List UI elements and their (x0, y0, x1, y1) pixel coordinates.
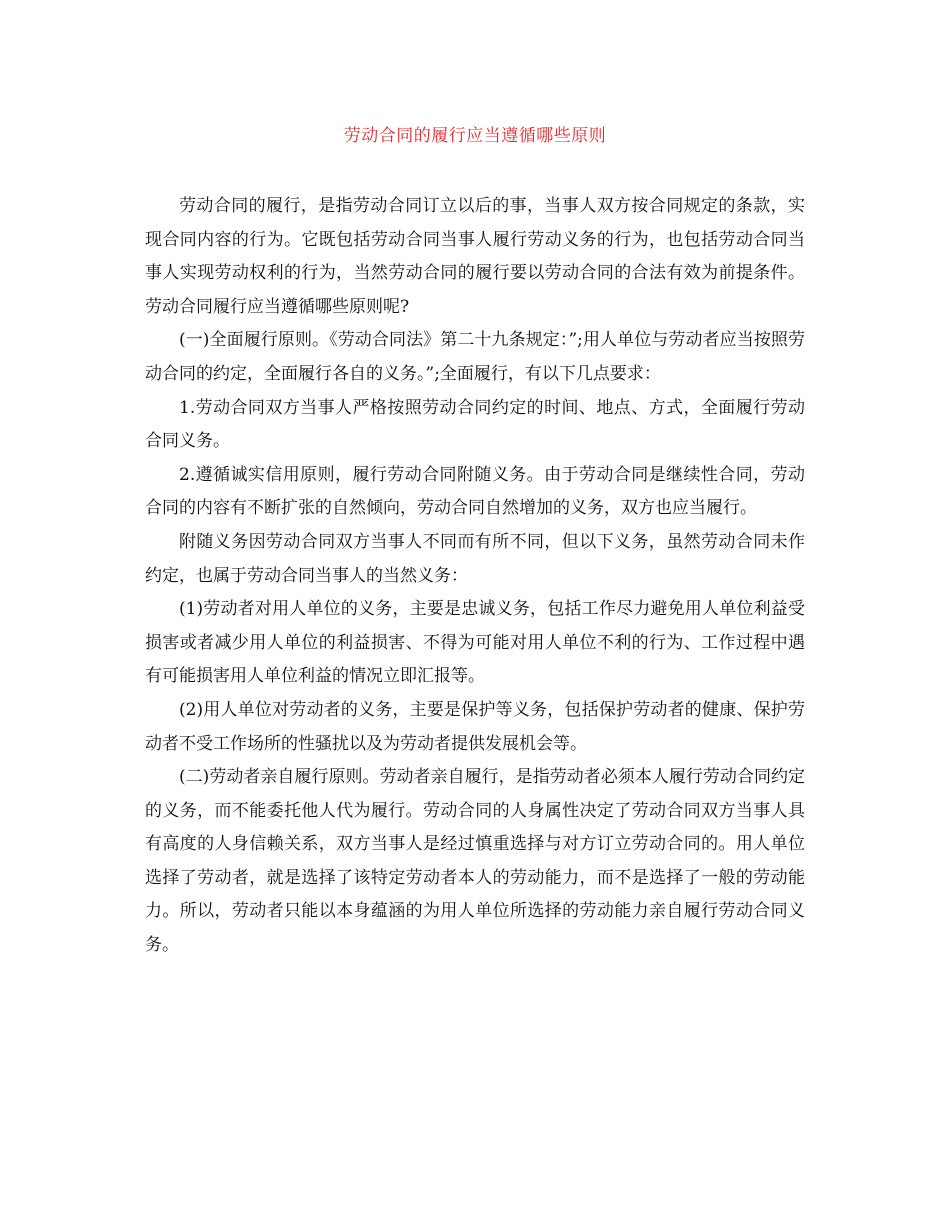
paragraph-principle-1: (一)全面履行原则。《劳动合同法》第二十九条规定：”;用人单位与劳动者应当按照劳动合同的约定，全面履行各自的义务。”;全面履行，有以下几点要求： (145, 330, 805, 384)
paragraph-worker-duties: (1)劳动者对用人单位的义务，主要是忠诚义务，包括工作尽力避免用人单位利益受损害或者减少用人单位的利益损害、不得为可能对用人单位不利的行为、工作过程中遇有可能损害用人单位利益的情况立即汇报等。 (145, 599, 805, 687)
paragraph-item-1: 1.劳动合同双方当事人严格按照劳动合同约定的时间、地点、方式，全面履行劳动合同义务。 (145, 397, 805, 452)
document-body (145, 190, 805, 963)
paragraph-ancillary-duties: 附随义务因劳动合同双方当事人不同而有所不同，但以下义务，虽然劳动合同未作约定，也属于劳动合同当事人的当然义务： (145, 531, 805, 586)
document-title: 劳动合同的履行应当遵循哪些原则 (343, 126, 607, 146)
paragraph-item-2: 2.遵循诚实信用原则，履行劳动合同附随义务。由于劳动合同是继续性合同，劳动合同的内容有不断扩张的自然倾向，劳动合同自然增加的义务，双方也应当履行。 (145, 464, 805, 519)
paragraph-employer-duties: (2)用人单位对劳动者的义务，主要是保护等义务，包括保护劳动者的健康、保护劳动者不受工作场所的性骚扰以及为劳动者提供发展机会等。 (145, 699, 805, 754)
paragraph-principle-2: (二)劳动者亲自履行原则。劳动者亲自履行，是指劳动者必须本人履行劳动合同约定的义务，而不能委托他人代为履行。劳动合同的人身属性决定了劳动合同双方当事人具有高度的人身信赖关系，双方当事人是经过慎重选择与对方订立劳动合同的。用人单位选择了劳动者，就是选择了该特定劳动者本人的劳动能力，而不是选择了一般的劳动能力。所以，劳动者只能以本身蕴涵的为用人单位所选择的劳动能力亲自履行劳动合同义务。 (145, 767, 805, 956)
paragraph-intro: 劳动合同的履行，是指劳动合同订立以后的事，当事人双方按合同规定的条款，实现合同内容的行为。它既包括劳动合同当事人履行劳动义务的行为，也包括劳动合同当事人实现劳动权利的行为，当然劳动合同的履行要以劳动合同的合法有效为前提条件。劳动合同履行应当遵循哪些原则呢? (145, 196, 805, 317)
